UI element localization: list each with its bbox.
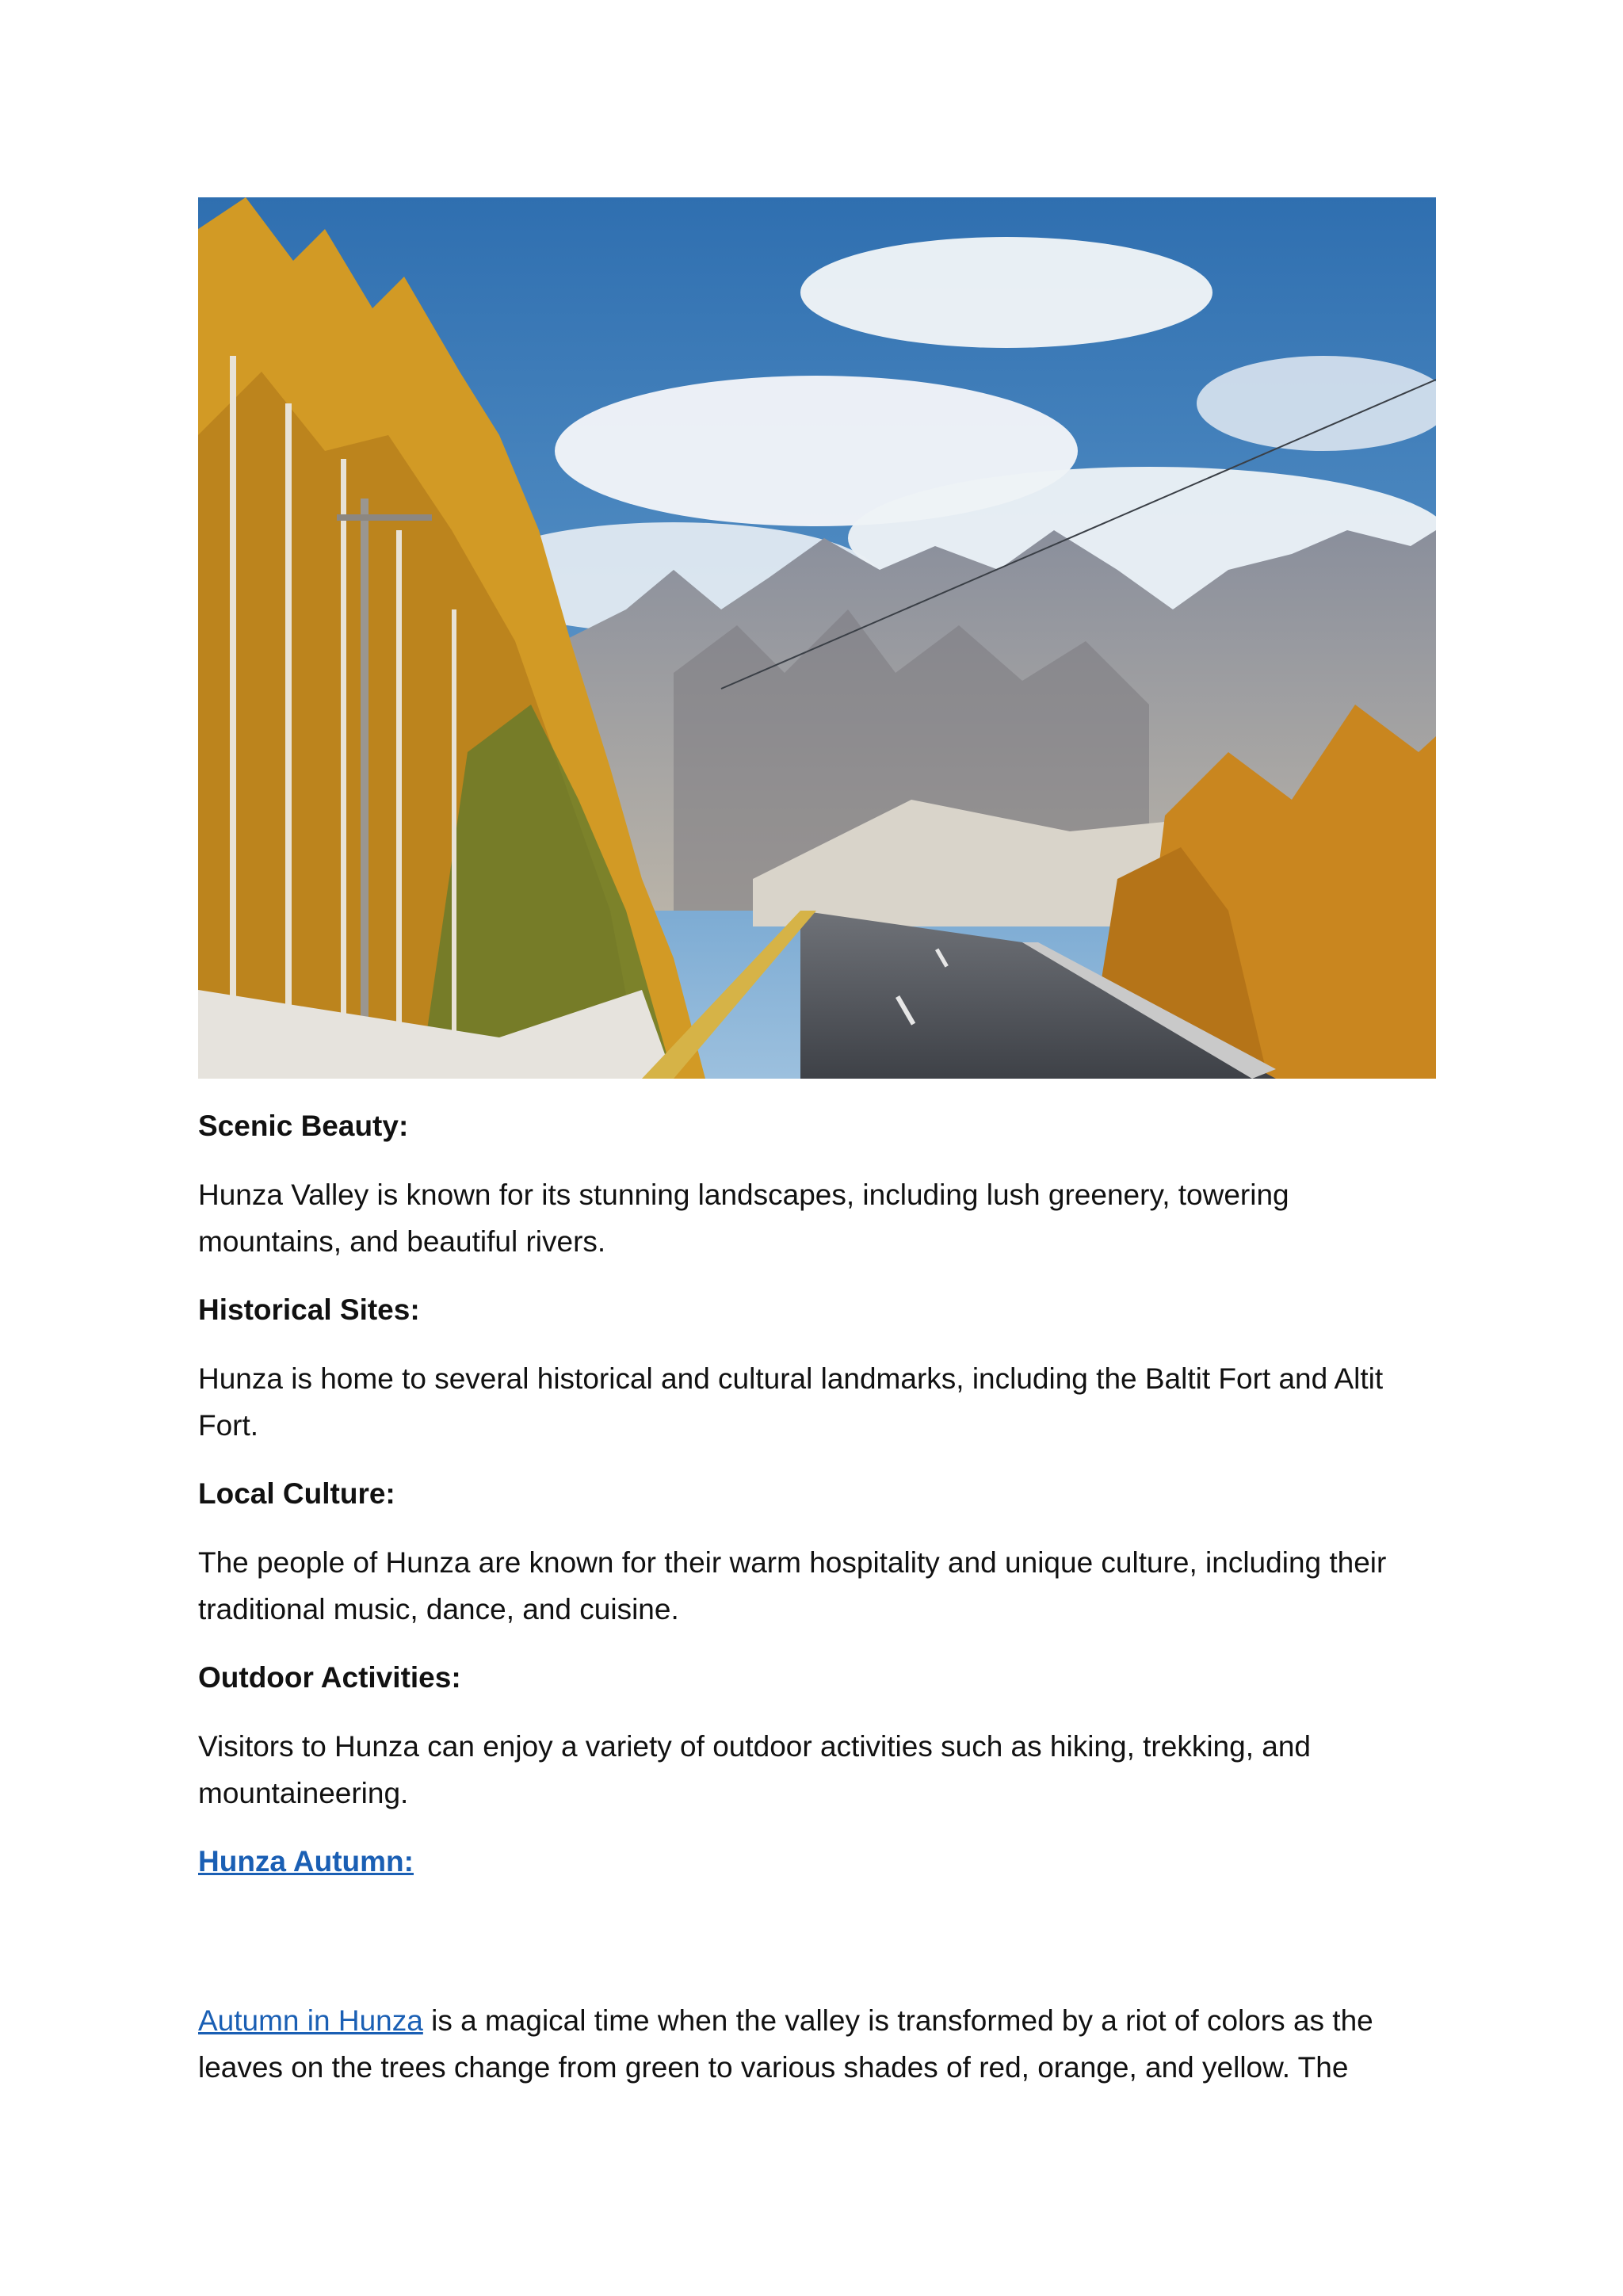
section-heading-outdoor-activities: Outdoor Activities: bbox=[198, 1661, 461, 1694]
hunza-autumn-link-heading[interactable]: Hunza Autumn: bbox=[198, 1845, 414, 1878]
section-heading-historical-sites: Historical Sites: bbox=[198, 1293, 420, 1326]
autumn-paragraph-text: is a magical time when the valley is transformed by a riot of colors as the leaves on the trees change from green to various shades of red, orange, and yellow. The bbox=[198, 2004, 1373, 2084]
hunza-autumn-road-photo bbox=[198, 197, 1436, 1079]
section-heading-local-culture: Local Culture: bbox=[198, 1477, 395, 1510]
article-body bbox=[198, 1103, 1436, 2113]
section-body-outdoor-activities: Visitors to Hunza can enjoy a variety of outdoor activities such as hiking, trekking, and mountaineering. bbox=[198, 1730, 1311, 1809]
spacer bbox=[198, 1907, 1436, 1997]
section-body-local-culture: The people of Hunza are known for their warm hospitality and unique culture, including their traditional music, dance, and cuisine. bbox=[198, 1546, 1387, 1626]
landscape-photo-icon bbox=[198, 197, 1436, 1079]
section-body-scenic-beauty: Hunza Valley is known for its stunning landscapes, including lush greenery, towering mountains, and beautiful rivers. bbox=[198, 1179, 1289, 1258]
section-heading-scenic-beauty: Scenic Beauty: bbox=[198, 1110, 409, 1142]
section-body-historical-sites: Hunza is home to several historical and cultural landmarks, including the Baltit Fort and Altit Fort. bbox=[198, 1362, 1384, 1442]
autumn-in-hunza-link[interactable]: Autumn in Hunza bbox=[198, 2004, 423, 2037]
autumn-paragraph bbox=[198, 1997, 1436, 2091]
